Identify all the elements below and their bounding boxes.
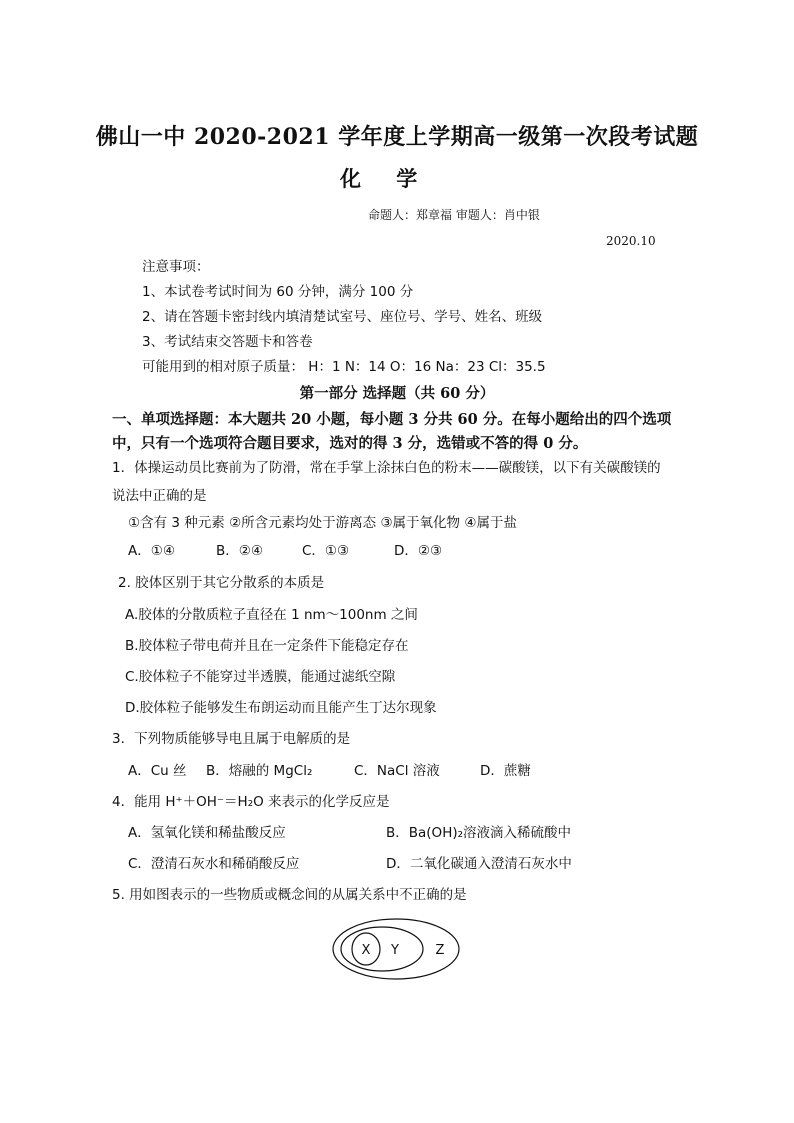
q3-option-a[interactable]: A．Cu 丝 xyxy=(128,763,187,779)
q1-option-a[interactable]: A．①④ xyxy=(128,543,175,559)
q4-option-d[interactable]: D．二氧化碳通入澄清石灰水中 xyxy=(386,856,572,872)
q2-option-d[interactable]: D.胶体粒子能够发生布朗运动而且能产生丁达尔现象 xyxy=(125,700,437,716)
q2-stem: 2. 胶体区别于其它分散系的本质是 xyxy=(118,575,325,591)
q3-options xyxy=(128,759,531,779)
q4-option-c[interactable]: C．澄清石灰水和稀硝酸反应 xyxy=(128,856,300,872)
section-instruction: 一、单项选择题：本大题共 20 小题，每小题 3 分共 60 分。在每小题给出的四个选项中，只有一个选项符合题目要求，选对的得 3 分，选错或不答的得 0 分。 xyxy=(112,411,672,452)
q3-option-d[interactable]: D．蔗糖 xyxy=(480,763,531,779)
subject-title: 化 学 xyxy=(340,166,432,191)
q2-option-c[interactable]: C.胶体粒子不能穿过半透膜，能通过滤纸空隙 xyxy=(125,669,396,685)
q4-stem: 4．能用 H⁺＋OH⁻＝H₂O 来表示的化学反应是 xyxy=(112,794,390,810)
q1-option-c[interactable]: C．①③ xyxy=(302,543,350,559)
q1-options xyxy=(128,539,442,559)
author-line: 命题人：郑章福 审题人：肖中银 xyxy=(368,208,540,222)
page-title: 佛山一中 2020-2021 学年度上学期高一级第一次段考试题 xyxy=(95,124,699,150)
q1-statements: ①含有 3 种元素 ②所含元素均处于游离态 ③属于氧化物 ④属于盐 xyxy=(128,515,517,531)
exam-date: 2020.10 xyxy=(606,234,656,248)
q1-option-d[interactable]: D．②③ xyxy=(394,543,443,559)
q3-option-c[interactable]: C．NaCl 溶液 xyxy=(354,763,440,779)
middle-ellipse-y xyxy=(341,927,423,971)
atomic-masses: 可能用到的相对原子质量： H：1 N：14 O：16 Na：23 Cl：35.5 xyxy=(142,359,546,375)
q1-stem-line1: 1．体操运动员比赛前为了防滑，常在手掌上涂抹白色的粉末——碳酸镁，以下有关碳酸镁的 xyxy=(112,460,661,476)
notes-heading: 注意事项： xyxy=(142,259,210,275)
note-item: 1、本试卷考试时间为 60 分钟，满分 100 分 xyxy=(142,284,414,300)
q1-option-b[interactable]: B．②④ xyxy=(216,543,263,559)
q1-stem-line2: 说法中正确的是 xyxy=(112,488,207,504)
note-item: 3、考试结束交答题卡和答卷 xyxy=(142,334,313,350)
q4-option-a[interactable]: A．氢氧化镁和稀盐酸反应 xyxy=(128,825,286,841)
q2-option-a[interactable]: A.胶体的分散质粒子直径在 1 nm～100nm 之间 xyxy=(125,607,418,623)
q5-stem: 5. 用如图表示的一些物质或概念间的从属关系中不正确的是 xyxy=(112,887,467,903)
label-z: Z xyxy=(435,943,445,958)
notes-section xyxy=(142,255,546,380)
q3-stem: 3．下列物质能够导电且属于电解质的是 xyxy=(112,731,351,747)
venn-diagram xyxy=(330,915,465,985)
part-title: 第一部分 选择题（共 60 分） xyxy=(299,385,495,402)
note-item: 2、请在答题卡密封线内填清楚试室号、座位号、学号、姓名、班级 xyxy=(142,309,543,325)
q2-option-b[interactable]: B.胶体粒子带电荷并且在一定条件下能稳定存在 xyxy=(125,638,409,654)
label-x: X xyxy=(361,943,371,958)
label-y: Y xyxy=(391,943,399,958)
q3-option-b[interactable]: B．熔融的 MgCl₂ xyxy=(206,763,313,779)
q4-option-b[interactable]: B．Ba(OH)₂溶液滴入稀硫酸中 xyxy=(386,825,572,841)
